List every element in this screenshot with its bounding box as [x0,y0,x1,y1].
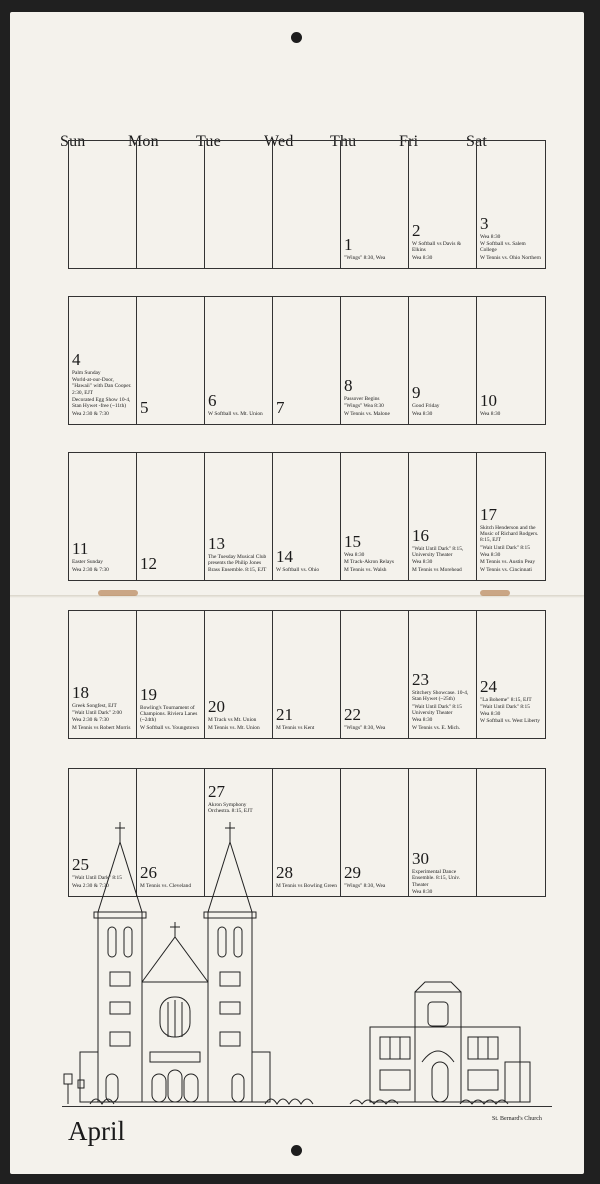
day-number: 25 [72,855,89,875]
day-number: 8 [344,376,353,396]
event-item: W Softball vs. West Liberty [480,718,541,725]
event-item: Akron Symphony Orchestra. 8:15, EJT [208,802,253,815]
weekday-thu: Thu [330,133,357,150]
day-number: 7 [276,398,285,417]
day-number: 11 [72,539,89,559]
day-number: 24 [480,676,497,696]
day-cell[interactable] [205,611,273,738]
day-events [480,234,543,262]
day-cell[interactable] [69,453,137,580]
day-number: 29 [344,862,361,882]
event-item: Wea 8:30 [412,559,433,566]
day-number: 20 [208,697,225,717]
event-item: The Tuesday Musical Club presents the Philip Jones Brass Ensemble. 8:15, EJT [208,554,267,573]
church-illustration [50,812,550,1112]
event-item: Wea 2:30 & 7:30 [72,717,109,724]
day-number: 14 [276,546,293,566]
day-events [412,403,474,418]
illustration-caption: St. Bernard's Church [492,1116,542,1122]
day-events [344,396,406,418]
day-cell[interactable] [137,141,205,268]
event-item: Greek Songfest, EJT [72,702,117,709]
event-item: "Wings" 8:30, Wea [344,724,386,731]
event-item: Good Friday [412,403,440,410]
event-item: W Softball vs. Mt. Union [208,410,263,417]
day-cell[interactable] [69,297,137,424]
event-item: Palm Sunday [72,369,101,376]
event-item: Stitchery Showcase. 10-4, Stan Hywet (~25th) [412,690,469,703]
week-row [68,452,546,581]
event-item: Skitch Henderson and the Music of Richard Rodgers. 8:15, EJT [480,524,539,544]
event-item: M Tennis vs. Austin Peay [480,559,536,566]
day-cell[interactable] [69,141,137,268]
event-item: World-at-our-Door, "Hawaii" with Dan Cooper. 2:30, EJT [72,377,132,396]
day-number: 17 [480,504,497,524]
day-events [72,559,134,574]
day-number: 4 [72,349,81,369]
event-item: M Track vs Mt. Union [208,717,257,724]
day-events [412,241,474,262]
event-item: Bowling's Tournament of Champions. Riviera Lanes (~24th) [140,704,198,724]
week-row [68,296,546,425]
event-item: W Tennis vs. Malone [344,410,390,417]
event-item: M Tennis vs. Cleveland [140,882,192,889]
day-cell[interactable] [477,141,545,268]
event-item: Wea 8:30 [412,717,433,724]
event-item: Wea 8:30 [480,711,501,718]
day-number: 26 [140,862,157,882]
event-item: Wea 8:30 [344,552,365,559]
event-item: M Tennis vs. Walsh [344,566,387,573]
day-cell[interactable] [341,611,409,738]
event-item: Decorated Egg Show 10-4, Stan Hywet -free (~11th) [72,397,131,410]
day-cell[interactable] [409,141,477,268]
day-events [276,567,338,574]
ground-line [62,1106,552,1107]
day-number: 9 [412,383,421,403]
event-item: Wea 8:30 [480,552,501,559]
day-events [344,255,406,262]
event-item: M Tennis vs Robert Morris [72,724,131,731]
day-number: 18 [72,682,89,702]
day-events [208,717,270,732]
day-number: 15 [344,532,361,552]
weekday-mon: Mon [128,133,159,150]
event-item: Wea 8:30 [480,233,501,240]
day-events [344,725,406,732]
day-number: 21 [276,704,293,724]
event-item: "Wait Until Dark" 8:15 [72,875,122,882]
day-cell[interactable] [137,453,205,580]
day-number: 12 [140,554,157,573]
event-item: Wea 8:30 [412,410,433,417]
event-item: "Wait Until Dark" 2:00 [72,710,122,717]
day-number: 5 [140,398,149,417]
day-number: 1 [344,234,353,254]
day-number: 19 [140,684,157,704]
day-number: 23 [412,670,429,690]
day-events [480,525,543,574]
event-item: Wea 2:30 & 7:30 [72,566,109,573]
day-cell[interactable] [205,141,273,268]
fold-stain [98,590,138,596]
event-item: Wea 2:30 & 7:30 [72,882,109,889]
day-cell[interactable] [477,453,545,580]
day-cell[interactable] [273,297,341,424]
event-item: W Softball vs Davis & Elkins [412,241,462,254]
week-row [68,610,546,739]
weekday-fri: Fri [399,133,419,150]
event-item: "Wait Until Dark" 8:15, University Theater [412,545,464,559]
event-item: Wea 8:30 [412,254,433,261]
event-item: W Tennis vs. Cincinnati [480,566,532,573]
day-number: 22 [344,704,361,724]
day-events [140,705,202,732]
day-cell[interactable] [409,453,477,580]
day-number: 10 [480,390,497,410]
binding-hole-top [291,32,302,43]
event-item: W Tennis vs. Ohio Northern [480,254,541,261]
event-item: Wea 8:30 [480,410,501,417]
day-cell[interactable] [273,611,341,738]
event-item: Wea 2:30 & 7:30 [72,410,109,417]
day-cell[interactable] [137,611,205,738]
event-item: Wea 8:30 [412,888,433,895]
event-item: "Wait Until Dark" 8:15 [480,544,530,551]
day-cell[interactable] [341,453,409,580]
event-item: M Tennis vs Kent [276,724,315,731]
day-events [480,697,543,726]
weekday-tue: Tue [196,133,221,150]
day-number: 28 [276,862,293,882]
event-item: "Wait Until Dark" 8:15 University Theater [412,703,462,717]
day-events [344,552,406,574]
event-item: W Softball vs. Ohio [276,566,320,573]
event-item: Passover Begins [344,396,380,403]
event-item: W Tennis vs. E. Mich. [412,724,461,731]
fold-stain [480,590,510,596]
day-number: 27 [208,782,225,801]
day-number: 30 [412,849,429,869]
day-number: 16 [412,525,429,545]
day-cell[interactable] [273,453,341,580]
event-item: M Tennis vs Morehead [412,566,462,573]
event-item: "Wait Until Dark" 8:15 [480,703,530,710]
day-events [276,725,338,732]
day-cell[interactable] [273,141,341,268]
calendar-page [10,12,584,1174]
day-cell[interactable] [409,297,477,424]
event-item: "Wings" 8:30, Wea [344,882,386,889]
day-cell[interactable] [205,297,273,424]
day-events [72,703,134,732]
event-item: "Wings" Wea 8:30 [344,403,384,410]
day-cell[interactable] [341,297,409,424]
day-cell[interactable] [341,141,409,268]
day-events [208,411,270,418]
day-cell[interactable] [477,297,545,424]
event-item: W Softball vs. Youngstown [140,724,200,731]
event-item: W Softball vs. Salem College [480,241,526,254]
day-events [412,546,474,574]
day-events [72,370,134,418]
event-item: "La Boheme" 8:15, EJT [480,696,532,703]
week-row [68,140,546,269]
day-cell[interactable] [69,611,137,738]
day-cell[interactable] [205,453,273,580]
day-number: 2 [412,221,421,241]
day-cell[interactable] [137,297,205,424]
day-events [480,411,543,418]
day-number: 6 [208,390,217,410]
weekday-sun: Sun [60,133,86,150]
day-number: 3 [480,213,489,233]
day-number: 13 [208,534,225,554]
day-events [208,554,270,574]
day-cell[interactable] [477,611,545,738]
binding-hole-bottom [291,1145,302,1156]
event-item: M Track-Akron Relays [344,559,395,566]
event-item: Easter Sunday [72,559,103,566]
weekday-sat: Sat [466,133,488,150]
event-item: M Tennis vs Bowling Green [276,882,337,889]
day-cell[interactable] [409,611,477,738]
event-item: "Wings" 8:30, Wea [344,254,386,261]
day-events [412,690,474,732]
month-title: April [68,1116,125,1146]
weekday-wed: Wed [264,133,294,150]
event-item: M Tennis vs. Mt. Union [208,724,260,731]
event-item: Experimental Dance Ensemble. 8:15, Univ. Theater [412,869,461,888]
